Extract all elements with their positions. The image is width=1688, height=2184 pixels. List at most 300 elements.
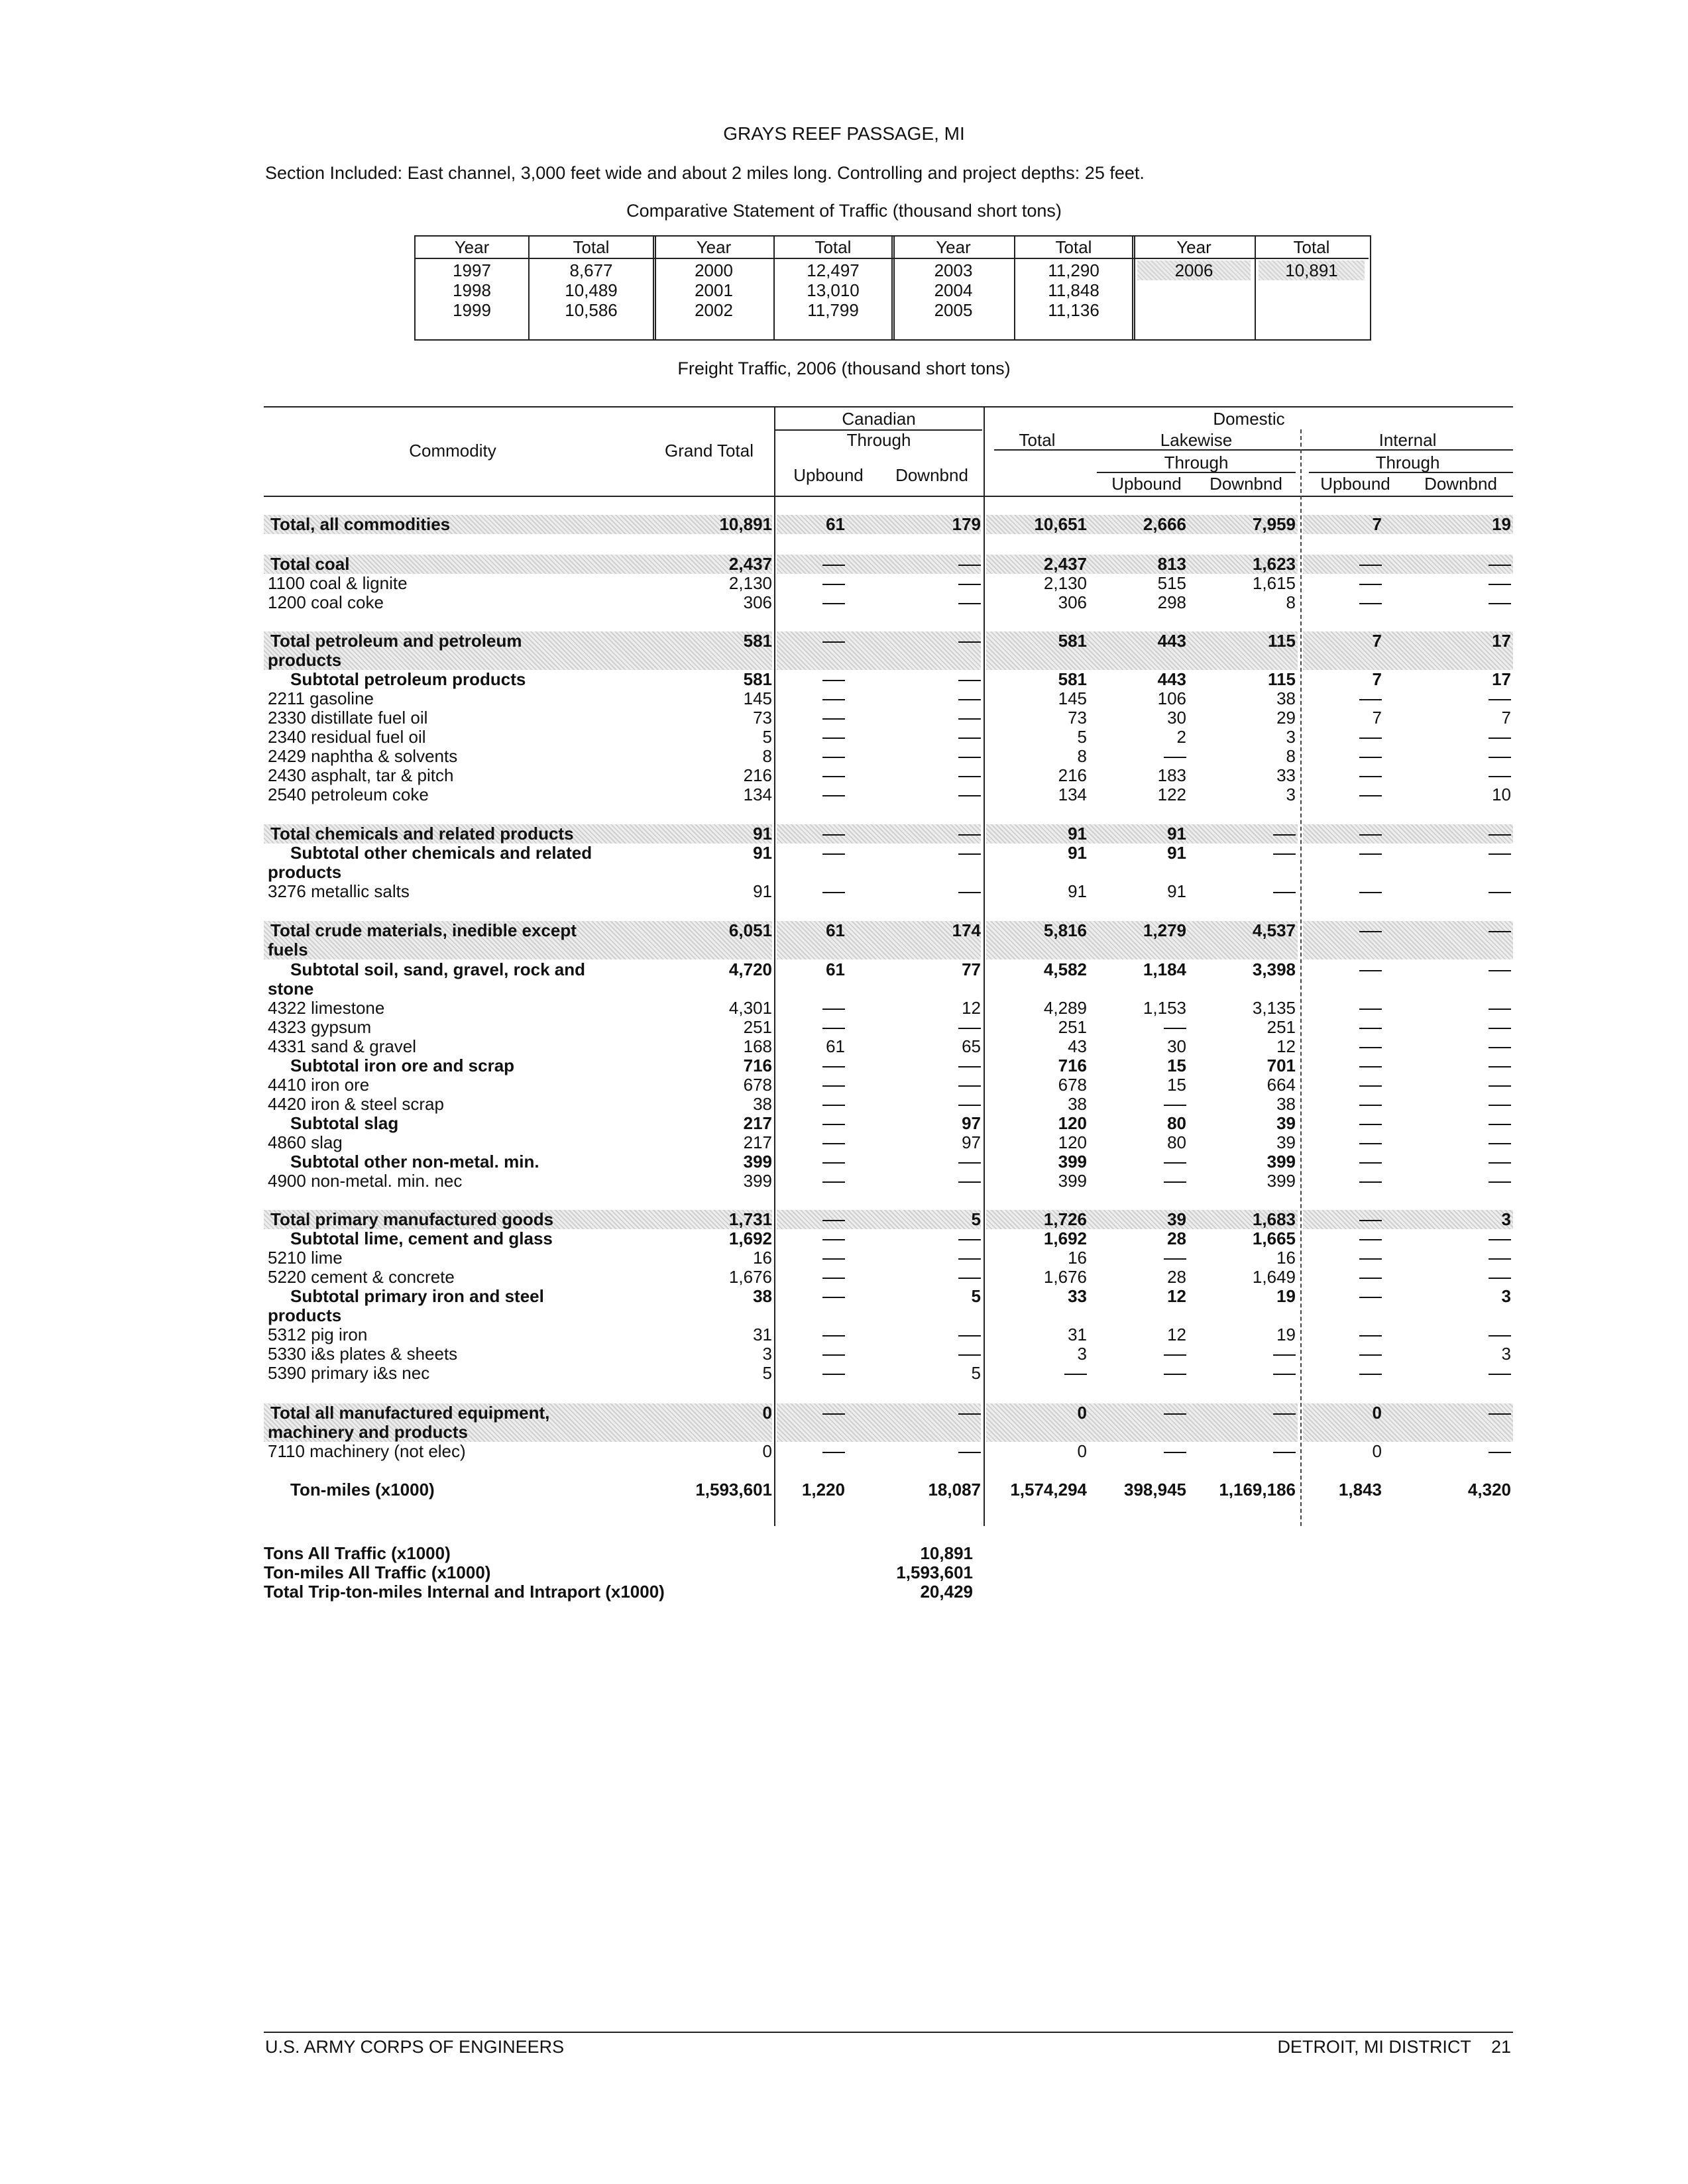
- total-cell-highlighted: 10,891: [1259, 260, 1365, 280]
- value-cell: 0: [1372, 1441, 1382, 1461]
- commodity-label: 2330 distillate fuel oil: [268, 708, 428, 728]
- value-cell: 61: [826, 1036, 845, 1056]
- value-cell: 3: [1286, 785, 1296, 804]
- no-data-dash: [1359, 970, 1382, 971]
- value-cell: 91: [753, 881, 772, 901]
- commodity-label: Total primary manufactured goods: [270, 1209, 554, 1229]
- no-data-dash: [1359, 1220, 1382, 1221]
- value-cell: 701: [1266, 1056, 1296, 1075]
- commodity-label: 1100 coal & lignite: [268, 573, 408, 593]
- no-data-dash: [1489, 1162, 1511, 1164]
- value-cell: 5: [971, 1286, 981, 1306]
- no-data-dash: [1359, 931, 1382, 932]
- no-data-dash: [822, 757, 845, 758]
- commodity-label: 2211 gasoline: [268, 688, 374, 708]
- value-cell: 12: [1167, 1325, 1186, 1344]
- value-cell: [1412, 766, 1511, 785]
- commodity-label: 2340 residual fuel oil: [268, 727, 426, 747]
- commodity-label: 4322 limestone: [268, 998, 385, 1018]
- commodity-label: 4410 iron ore: [268, 1075, 370, 1095]
- value-cell: [881, 1056, 981, 1075]
- value-cell: [1412, 882, 1511, 901]
- commodity-label-continued: stone: [268, 979, 314, 999]
- value-cell: 678: [1058, 1075, 1087, 1095]
- no-data-dash: [1359, 795, 1382, 796]
- value-cell: [1412, 1325, 1511, 1344]
- value-cell: 12: [1276, 1036, 1296, 1056]
- value-cell: 120: [1058, 1132, 1087, 1152]
- no-data-dash: [958, 776, 981, 777]
- total-row: [264, 555, 1510, 574]
- commodity-label: 4331 sand & gravel: [268, 1036, 417, 1056]
- value-cell: [881, 1248, 981, 1268]
- value-cell: 73: [1068, 708, 1087, 728]
- no-data-dash: [1489, 892, 1511, 893]
- commodity-label: Subtotal other non-metal. min.: [290, 1152, 539, 1172]
- value-cell: 174: [952, 920, 981, 940]
- value-cell: [1302, 1248, 1382, 1268]
- value-cell: 8: [1286, 592, 1296, 612]
- value-cell: 1,676: [728, 1267, 772, 1287]
- value-cell: [765, 999, 845, 1018]
- subtotal-row: [264, 1286, 1511, 1325]
- value-cell: [1412, 960, 1511, 979]
- value-cell: 7: [1372, 631, 1382, 651]
- value-cell: [1196, 844, 1296, 863]
- table-row: [264, 785, 1510, 804]
- value-cell: [1412, 1403, 1511, 1423]
- value-cell: [1412, 1442, 1511, 1461]
- value-cell: [1094, 747, 1186, 766]
- value-cell: 4,582: [1043, 959, 1087, 979]
- no-data-dash: [1489, 1009, 1511, 1010]
- value-cell: [1412, 1364, 1511, 1383]
- commodity-label: 2540 petroleum coke: [268, 785, 429, 804]
- value-cell: 0: [762, 1441, 772, 1461]
- header-commodity: Commodity: [409, 441, 496, 461]
- comparative-group-1: [416, 237, 654, 339]
- value-cell: [1412, 1248, 1511, 1268]
- value-cell: [765, 1287, 845, 1306]
- value-cell: 10,651: [1034, 514, 1087, 534]
- value-cell: 3: [1501, 1344, 1511, 1364]
- value-cell: 1,665: [1252, 1228, 1296, 1248]
- no-data-dash: [822, 1028, 845, 1029]
- value-cell: 1,153: [1143, 998, 1186, 1018]
- no-data-dash: [1489, 931, 1511, 932]
- subtotal-row: [264, 1229, 1510, 1248]
- value-cell: 306: [1058, 592, 1087, 612]
- value-cell: 1,169,186: [1219, 1480, 1296, 1500]
- no-data-dash: [1359, 603, 1382, 604]
- value-cell: 7,959: [1252, 514, 1296, 534]
- table-row: [264, 999, 1510, 1018]
- value-cell: [765, 1229, 845, 1248]
- no-data-dash: [1489, 1143, 1511, 1144]
- no-data-dash: [958, 892, 981, 893]
- value-cell: 678: [743, 1075, 772, 1095]
- no-data-dash: [1359, 565, 1382, 566]
- commodity-label: 3276 metallic salts: [268, 881, 410, 901]
- value-cell: [1412, 921, 1511, 940]
- value-cell: 1,649: [1252, 1267, 1296, 1287]
- commodity-label-continued: products: [268, 650, 342, 670]
- table-row: [264, 747, 1510, 766]
- value-cell: [881, 1018, 981, 1037]
- no-data-dash: [1359, 853, 1382, 855]
- no-data-dash: [822, 1124, 845, 1125]
- value-cell: 6,051: [728, 920, 772, 940]
- value-cell: 4,720: [728, 959, 772, 979]
- no-data-dash: [1359, 1009, 1382, 1010]
- value-cell: [1412, 1133, 1511, 1152]
- no-data-dash: [958, 1239, 981, 1240]
- commodity-label: Ton-miles (x1000): [290, 1480, 435, 1500]
- no-data-dash: [958, 737, 981, 739]
- no-data-dash: [1489, 834, 1511, 836]
- commodity-label: 4323 gypsum: [268, 1017, 372, 1037]
- no-data-dash: [1359, 1278, 1382, 1279]
- value-cell: 65: [962, 1036, 981, 1056]
- value-cell: [1412, 1268, 1511, 1287]
- value-cell: 251: [743, 1017, 772, 1037]
- subtotal-row: [264, 670, 1510, 689]
- value-cell: [1302, 747, 1382, 766]
- value-cell: [1302, 1133, 1382, 1152]
- value-cell: [1302, 593, 1382, 612]
- value-cell: 38: [1276, 688, 1296, 708]
- commodity-label: Subtotal primary iron and steel: [290, 1286, 544, 1306]
- no-data-dash: [1489, 1124, 1511, 1125]
- commodity-label: 5312 pig iron: [268, 1325, 368, 1344]
- commodity-label: 4420 iron & steel scrap: [268, 1094, 444, 1114]
- no-data-dash: [1359, 776, 1382, 777]
- no-data-dash: [958, 834, 981, 836]
- no-data-dash: [1164, 1162, 1186, 1164]
- value-cell: [1302, 1344, 1382, 1364]
- no-data-dash: [1359, 1105, 1382, 1106]
- commodity-label: Subtotal soil, sand, gravel, rock and: [290, 959, 585, 979]
- total-row: [264, 1210, 1510, 1229]
- year-header: Year: [654, 237, 773, 259]
- no-data-dash: [822, 641, 845, 643]
- year-cell: 2000: [695, 260, 733, 280]
- value-cell: [1412, 1095, 1511, 1114]
- table-row: [264, 728, 1510, 747]
- commodity-label: Total all manufactured equipment,: [270, 1403, 550, 1423]
- no-data-dash: [1359, 1143, 1382, 1144]
- value-cell: 38: [753, 1094, 772, 1114]
- summary-label: Ton-miles All Traffic (x1000): [264, 1562, 491, 1582]
- no-data-dash: [958, 699, 981, 700]
- no-data-dash: [1359, 1066, 1382, 1067]
- value-cell: 10,891: [719, 514, 772, 534]
- header-domestic-total: Total: [1019, 430, 1056, 450]
- commodity-label: 1200 coal coke: [268, 592, 384, 612]
- value-cell: 399: [743, 1171, 772, 1191]
- commodity-label-continued: products: [268, 1305, 342, 1325]
- value-cell: 61: [826, 920, 845, 940]
- value-cell: 1,683: [1252, 1209, 1296, 1229]
- table-row: [264, 1268, 1510, 1287]
- value-cell: 39: [1276, 1132, 1296, 1152]
- value-cell: 134: [743, 785, 772, 804]
- no-data-dash: [1359, 1297, 1382, 1298]
- value-cell: [765, 670, 845, 689]
- value-cell: [765, 574, 845, 593]
- value-cell: 16: [753, 1248, 772, 1268]
- value-cell: [881, 555, 981, 574]
- value-cell: 8: [762, 746, 772, 766]
- value-cell: [881, 1229, 981, 1248]
- value-cell: 16: [1276, 1248, 1296, 1268]
- value-cell: 581: [1058, 669, 1087, 689]
- commodity-label: Total, all commodities: [270, 514, 451, 534]
- no-data-dash: [822, 853, 845, 855]
- value-cell: 4,537: [1252, 920, 1296, 940]
- value-cell: [1302, 574, 1382, 593]
- no-data-dash: [822, 584, 845, 585]
- table-row: [264, 1172, 1510, 1191]
- value-cell: [765, 1172, 845, 1191]
- value-cell: 3: [762, 1344, 772, 1364]
- group-divider: [653, 237, 656, 339]
- value-cell: [1196, 1364, 1296, 1383]
- value-cell: 216: [743, 765, 772, 785]
- value-cell: 1,615: [1252, 573, 1296, 593]
- no-data-dash: [958, 1162, 981, 1164]
- no-data-dash: [958, 1452, 981, 1453]
- value-cell: 145: [1058, 688, 1087, 708]
- total-cell: 8,677: [569, 260, 613, 280]
- group-divider: [891, 237, 895, 339]
- no-data-dash: [1489, 1239, 1511, 1240]
- table-row: [264, 1018, 1510, 1037]
- value-cell: 0: [762, 1403, 772, 1423]
- value-cell: [1412, 824, 1511, 844]
- value-cell: 251: [1058, 1017, 1087, 1037]
- value-cell: [765, 1018, 845, 1037]
- no-data-dash: [1359, 1162, 1382, 1164]
- summary-value: 10,891: [920, 1543, 973, 1563]
- value-cell: 80: [1167, 1132, 1186, 1152]
- commodity-label: 2430 asphalt, tar & pitch: [268, 765, 454, 785]
- value-cell: 31: [753, 1325, 772, 1344]
- table-row: [264, 1037, 1510, 1056]
- table-row: [264, 1095, 1510, 1114]
- value-cell: [765, 689, 845, 708]
- value-cell: 581: [743, 631, 772, 651]
- value-cell: [1412, 1172, 1511, 1191]
- no-data-dash: [822, 699, 845, 700]
- value-cell: [1302, 1075, 1382, 1095]
- table-row: [264, 1442, 1510, 1461]
- no-data-dash: [958, 1413, 981, 1415]
- no-data-dash: [1489, 603, 1511, 604]
- year-cell-highlighted: 2006: [1137, 260, 1251, 280]
- commodity-label: Subtotal petroleum products: [290, 669, 526, 689]
- value-cell: [881, 1403, 981, 1423]
- value-cell: 399: [1058, 1152, 1087, 1172]
- no-data-dash: [1164, 757, 1186, 758]
- value-cell: 3,135: [1252, 998, 1296, 1018]
- no-data-dash: [822, 1335, 845, 1337]
- no-data-dash: [1359, 1028, 1382, 1029]
- value-cell: 77: [962, 959, 981, 979]
- value-cell: 581: [1058, 631, 1087, 651]
- no-data-dash: [1359, 1335, 1382, 1337]
- value-cell: 716: [743, 1056, 772, 1075]
- subtotal-row: [264, 1056, 1510, 1075]
- no-data-dash: [1273, 892, 1296, 893]
- value-cell: [765, 844, 845, 863]
- value-cell: [881, 882, 981, 901]
- value-cell: 5: [971, 1363, 981, 1383]
- value-cell: 298: [1157, 592, 1186, 612]
- commodity-label: 5220 cement & concrete: [268, 1267, 455, 1287]
- col-divider: [1255, 237, 1256, 339]
- value-cell: [881, 747, 981, 766]
- no-data-dash: [1164, 1413, 1186, 1415]
- year-cell: 1997: [453, 260, 491, 280]
- value-cell: 217: [743, 1113, 772, 1133]
- year-cell: 2005: [934, 300, 973, 320]
- value-cell: [881, 785, 981, 804]
- value-cell: [881, 728, 981, 747]
- total-row: [264, 824, 1510, 844]
- value-cell: 15: [1167, 1056, 1186, 1075]
- no-data-dash: [1064, 1374, 1087, 1375]
- value-cell: [1302, 844, 1382, 863]
- value-cell: [1412, 999, 1511, 1018]
- total-cell: 11,799: [807, 300, 859, 320]
- header-lakewise-through: Through: [1164, 453, 1229, 472]
- value-cell: 216: [1058, 765, 1087, 785]
- value-cell: 91: [1068, 843, 1087, 863]
- no-data-dash: [822, 1413, 845, 1415]
- header-internal-downbnd: Downbnd: [1424, 474, 1497, 494]
- no-data-dash: [1359, 757, 1382, 758]
- no-data-dash: [822, 1066, 845, 1067]
- value-cell: [1302, 1172, 1382, 1191]
- value-cell: 1,220: [801, 1480, 845, 1500]
- value-cell: 122: [1157, 785, 1186, 804]
- value-cell: 3: [1501, 1286, 1511, 1306]
- summary-label: Total Trip-ton-miles Internal and Intraport (x1000): [264, 1582, 665, 1602]
- table-row: [264, 1325, 1510, 1344]
- value-cell: [1094, 1364, 1186, 1383]
- comparative-title: Comparative Statement of Traffic (thousand short tons): [626, 201, 1062, 221]
- value-cell: 399: [1266, 1152, 1296, 1172]
- no-data-dash: [1489, 853, 1511, 855]
- commodity-label: 4900 non-metal. min. nec: [268, 1171, 463, 1191]
- comparative-group-3: [893, 237, 1133, 339]
- value-cell: [881, 844, 981, 863]
- value-cell: [1302, 1114, 1382, 1133]
- value-cell: 19: [1492, 514, 1511, 534]
- no-data-dash: [1359, 1085, 1382, 1087]
- value-cell: [1094, 1152, 1186, 1172]
- year-cell: 2004: [934, 280, 973, 300]
- value-cell: 115: [1268, 669, 1296, 689]
- page-title: GRAYS REEF PASSAGE, MI: [723, 123, 965, 144]
- value-cell: [765, 631, 845, 651]
- value-cell: 120: [1058, 1113, 1087, 1133]
- value-cell: [1196, 824, 1296, 844]
- value-cell: 17: [1492, 631, 1511, 651]
- value-cell: 115: [1268, 631, 1296, 651]
- value-cell: 10: [1492, 785, 1511, 804]
- no-data-dash: [822, 1354, 845, 1356]
- table-row: [264, 1248, 1510, 1268]
- value-cell: 17: [1492, 669, 1511, 689]
- value-cell: [1302, 689, 1382, 708]
- value-cell: 5: [762, 1363, 772, 1383]
- value-cell: 664: [1266, 1075, 1296, 1095]
- table-row: [264, 1344, 1510, 1364]
- value-cell: [765, 1056, 845, 1075]
- no-data-dash: [1489, 757, 1511, 758]
- value-cell: 29: [1276, 708, 1296, 728]
- value-cell: [881, 1325, 981, 1344]
- value-cell: [1412, 844, 1511, 863]
- no-data-dash: [1359, 1354, 1382, 1356]
- commodity-label: 5330 i&s plates & sheets: [268, 1344, 458, 1364]
- no-data-dash: [1164, 1354, 1186, 1356]
- value-cell: [765, 1268, 845, 1287]
- no-data-dash: [958, 1181, 981, 1183]
- no-data-dash: [958, 795, 981, 796]
- value-cell: 1,184: [1143, 959, 1186, 979]
- value-cell: [1094, 1344, 1186, 1364]
- table-row: [264, 766, 1510, 785]
- value-cell: [881, 824, 981, 844]
- commodity-label: Subtotal other chemicals and related: [290, 843, 592, 863]
- subtotal-row: [264, 1114, 1510, 1133]
- no-data-dash: [1273, 1413, 1296, 1415]
- total-row: [264, 920, 1510, 959]
- value-cell: [1412, 555, 1511, 574]
- value-cell: [881, 766, 981, 785]
- total-cell: 13,010: [807, 280, 860, 300]
- value-cell: [765, 1344, 845, 1364]
- value-cell: 61: [826, 514, 845, 534]
- no-data-dash: [822, 603, 845, 604]
- value-cell: 97: [962, 1113, 981, 1133]
- value-cell: 399: [743, 1152, 772, 1172]
- no-data-dash: [822, 1258, 845, 1260]
- value-cell: [1196, 1403, 1296, 1423]
- value-cell: 1,279: [1143, 920, 1186, 940]
- table-row: [264, 1480, 1510, 1500]
- value-cell: [881, 631, 981, 651]
- value-cell: 145: [743, 688, 772, 708]
- header-internal-upbound: Upbound: [1320, 474, 1390, 494]
- year-header: Year: [1133, 237, 1255, 259]
- total-header: Total: [528, 237, 654, 259]
- no-data-dash: [822, 834, 845, 836]
- no-data-dash: [822, 1143, 845, 1144]
- value-cell: [765, 882, 845, 901]
- no-data-dash: [822, 892, 845, 893]
- no-data-dash: [822, 1181, 845, 1183]
- footer-rule: [264, 2032, 1513, 2033]
- no-data-dash: [958, 853, 981, 855]
- value-cell: [765, 1364, 845, 1383]
- commodity-label: Subtotal iron ore and scrap: [290, 1056, 515, 1075]
- year-cell: 1998: [453, 280, 491, 300]
- value-cell: 1,574,294: [1010, 1480, 1087, 1500]
